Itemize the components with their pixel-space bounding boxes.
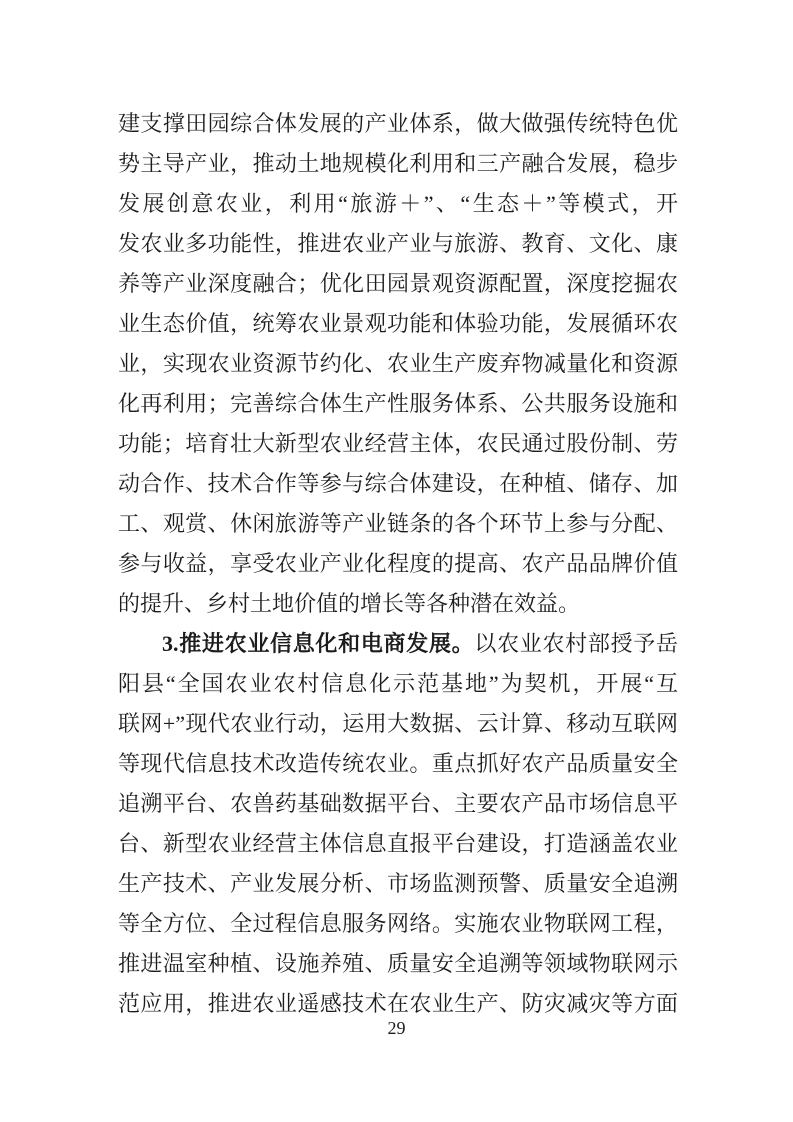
text-line (118, 544, 678, 584)
body-text-run: 等现代信息技术改造传统农业。重点抓好农产品质量安全 (118, 751, 678, 776)
body-text-run: 养等产业深度融合；优化田园景观资源配置，深度挖掘农 (118, 271, 678, 296)
body-text-run: 追溯平台、农兽药基础数据平台、主要农产品市场信息平 (118, 791, 678, 816)
text-line (118, 304, 678, 344)
text-line (118, 224, 678, 264)
body-text-run: 动合作、技术合作等参与综合体建设，在种植、储存、加 (118, 471, 678, 496)
text-line (118, 584, 678, 624)
body-text-run: 势主导产业，推动土地规模化利用和三产融合发展，稳步 (118, 151, 678, 176)
body-text-run: 推进温室种植、设施养殖、质量安全追溯等领域物联网示 (118, 951, 678, 976)
body-text-run: 生产技术、产业发展分析、市场监测预警、质量安全追溯 (118, 871, 678, 896)
text-line (118, 344, 678, 384)
body-text-run: 台、新型农业经营主体信息直报平台建设，打造涵盖农业 (118, 831, 678, 856)
text-line (118, 384, 678, 424)
body-text-run: 业，实现农业资源节约化、农业生产废弃物减量化和资源 (118, 351, 678, 376)
text-line (118, 904, 678, 944)
text-line (118, 944, 678, 984)
text-line (118, 464, 678, 504)
body-text-run: 以农业农村部授予岳 (474, 631, 678, 656)
page-number: 29 (387, 1018, 406, 1038)
body-text-run: 发农业多功能性，推进农业产业与旅游、教育、文化、康 (118, 231, 678, 256)
body-text-run: 工、观赏、休闲旅游等产业链条的各个环节上参与分配、 (118, 511, 678, 536)
text-line (118, 504, 678, 544)
text-block (118, 104, 678, 1024)
body-text-run: 联网+”现代农业行动，运用大数据、云计算、移动互联网 (118, 711, 678, 736)
text-line (118, 784, 678, 824)
text-line (118, 664, 678, 704)
text-line (118, 824, 678, 864)
body-text-run: 的提升、乡村土地价值的增长等各种潜在效益。 (118, 591, 581, 616)
body-text-run: 功能；培育壮大新型农业经营主体，农民通过股份制、劳 (118, 431, 678, 456)
text-line (118, 264, 678, 304)
heading-text-run: 3.推进农业信息化和电商发展。 (162, 631, 475, 656)
body-text-run: 等全方位、全过程信息服务网络。实施农业物联网工程， (118, 911, 678, 936)
body-text-run: 参与收益，享受农业产业化程度的提高、农产品品牌价值 (118, 551, 678, 576)
text-line (118, 424, 678, 464)
text-line (118, 104, 678, 144)
text-line (118, 744, 678, 784)
text-line (118, 144, 678, 184)
body-text-run: 业生态价值，统筹农业景观功能和体验功能，发展循环农 (118, 311, 678, 336)
text-line (118, 704, 678, 744)
text-line (118, 864, 678, 904)
body-text-run: 化再利用；完善综合体生产性服务体系、公共服务设施和 (118, 391, 678, 416)
body-text-run: 范应用，推进农业遥感技术在农业生产、防灾减灾等方面 (118, 991, 678, 1016)
body-text-run: 发展创意农业，利用“旅游＋”、“生态＋”等模式，开 (118, 191, 678, 216)
text-line (118, 184, 678, 224)
body-text-run: 阳县“全国农业农村信息化示范基地”为契机，开展“互 (118, 671, 678, 696)
body-text-run: 建支撑田园综合体发展的产业体系，做大做强传统特色优 (118, 111, 678, 136)
text-line (118, 624, 678, 664)
